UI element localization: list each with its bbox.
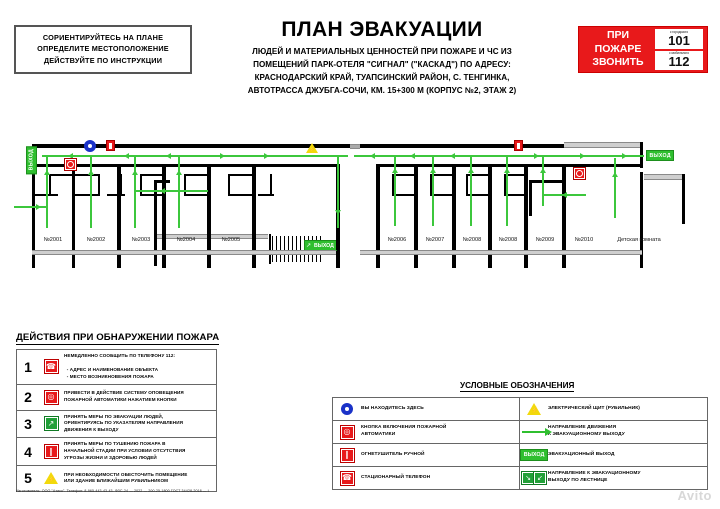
- extinguisher-icon: ❙: [333, 449, 361, 462]
- actions-table: [16, 349, 217, 492]
- wall-bath-3-bottom: [107, 194, 125, 196]
- action-row-2: [17, 385, 216, 411]
- route-arrow-up-2002: [88, 170, 94, 175]
- route-arrow-left-5: [410, 153, 415, 159]
- legend-column-left: [333, 398, 520, 489]
- room-label-2007: №2007: [425, 237, 445, 243]
- action-number-3: 3: [24, 415, 32, 432]
- wall-strip-5: [252, 228, 256, 250]
- route-arrow-left-1: [68, 153, 73, 159]
- extinguisher-icon: ❙: [39, 445, 63, 458]
- subtitle-line-1: ЛЮДЕЙ И МАТЕРИАЛЬНЫХ ЦЕННОСТЕЙ ПРИ ПОЖАРЕ И ЧС ИЗ: [252, 47, 512, 56]
- legend-text-alarm-button: КНОПКА ВКЛЮЧЕНИЯ ПОЖАРНОЙ АВТОМАТИКИ: [361, 425, 447, 437]
- subtitle-line-4: АВТОТРАССА ДЖУБГА-СОЧИ, КМ. 15+300 М (КОРПУС №2, ЭТАЖ 2): [247, 86, 517, 96]
- alarm-button-icon-plan-2: [574, 168, 585, 179]
- action-number-5: 5: [24, 470, 32, 487]
- route-arrow-lobby: [160, 188, 165, 194]
- legend-text-you-are-here: ВЫ НАХОДИТЕСЬ ЗДЕСЬ: [361, 405, 424, 411]
- emergency-number-112: [655, 51, 703, 70]
- legend-row-alarm-button: [333, 421, 519, 444]
- alarm-button-icon-plan-1: [65, 159, 76, 170]
- legend-column-right: [520, 398, 707, 489]
- action-row-4: [17, 438, 216, 466]
- room-label-2002: №2002: [86, 237, 106, 243]
- legend-text-exit: ЭВАКУАЦИОННЫЙ ВЫХОД: [548, 451, 615, 457]
- room-label-2006: №2006: [387, 237, 407, 243]
- wall-bath-1-side: [49, 174, 51, 196]
- title-block: [196, 18, 568, 97]
- route-room-2006: [394, 156, 396, 226]
- number-value-101: 101: [668, 32, 690, 48]
- wall-corridor-top-left: [32, 144, 350, 148]
- page-title: ПЛАН ЭВАКУАЦИИ: [281, 18, 483, 41]
- number-value-112: 112: [668, 54, 690, 70]
- orientation-line-1: СОРИЕНТИРУЙТЕСЬ НА ПЛАНЕ: [42, 33, 164, 42]
- wall-far-right: [682, 174, 685, 224]
- wall-strip-4: [207, 228, 211, 250]
- fire-call-line-3: ЗВОНИТЬ: [592, 56, 644, 69]
- number-caption-landline: с городского: [669, 29, 689, 34]
- room-label-child-room: Детская комната: [617, 237, 661, 243]
- route-arrow-right-4: [580, 153, 585, 159]
- actions-title: ДЕЙСТВИЯ ПРИ ОБНАРУЖЕНИИ ПОЖАРА: [16, 332, 220, 343]
- route-arrow-up-2008b: [504, 168, 510, 173]
- route-arrow-left-2: [124, 153, 129, 159]
- room-label-2009: №2009: [535, 237, 555, 243]
- you-are-here-icon: [333, 403, 361, 415]
- action-text-4: ПРИНЯТЬ МЕРЫ ПО ТУШЕНИЮ ПОЖАРА В НАЧАЛЬНОЙ СТАДИИ ПРИ УСЛОВИИ ОТСУТСТВИЯ УГРОЗЫ ЖИЗНИ И ЗДОРОВЬЮ ЛЮДЕЙ: [64, 441, 186, 461]
- action-row-1: [17, 350, 216, 385]
- exit-sign-left: ВЫХОД: [26, 146, 37, 174]
- action-text-2: ПРИВЕСТИ В ДЕЙСТВИЕ СИСТЕМУ ОПОВЕЩЕНИЯ ПОЖАРНОЙ АВТОМАТИКИ НАЖАТИЕМ КНОПКИ: [64, 390, 184, 403]
- wall-bath-5-bottom: [184, 194, 210, 196]
- fire-call-label: [579, 29, 653, 69]
- route-arrow-right-2: [264, 153, 269, 159]
- route-arrow-2010: [562, 192, 567, 198]
- door-gap-center: [350, 144, 360, 149]
- emergency-number-101: [655, 29, 703, 48]
- action-text-3: ПРИНЯТЬ МЕРЫ ПО ЭВАКУАЦИИ ЛЮДЕЙ, ОРИЕНТИРУЯСЬ ПО УКАЗАТЕЛЯМ НАПРАВЛЕНИЯ ДВИЖЕНИЯ К ВЫХОДУ: [64, 413, 184, 433]
- wall-bath-4-top: [140, 174, 166, 176]
- action-row-3: [17, 411, 216, 439]
- exit-sign-icon: [520, 449, 548, 461]
- wall-bath-2-bottom: [74, 194, 100, 196]
- exit-sign-label: ВЫХОД: [520, 449, 549, 461]
- title-subtitle: [196, 45, 568, 97]
- phone-icon: ☎: [39, 360, 63, 373]
- stair-exit-icon: ↘ ↙: [520, 472, 548, 484]
- exit-stairs-label: ВЫХОД: [314, 242, 334, 249]
- legend-row-phone: [333, 467, 519, 489]
- action-text-5: ПРИ НЕОБХОДИМОСТИ ОБЕСТОЧИТЬ ПОМЕЩЕНИЕ ИЛИ ЗДАНИЕ БЛИЖАЙШИМ РУБИЛЬНИКОМ: [64, 471, 188, 484]
- route-arrow-lobby-west: [36, 204, 41, 210]
- window-right-top: [564, 142, 640, 148]
- route-arrow-child-room: [612, 172, 618, 177]
- legend-text-electric-panel: ЭЛЕКТРИЧЕСКИЙ ЩИТ (РУБИЛЬНИК): [548, 405, 640, 411]
- route-room-2002: [90, 156, 92, 228]
- route-room-2001: [46, 156, 48, 228]
- stair-person-icon: ↗: [306, 243, 312, 249]
- alarm-button-icon: ◎: [333, 426, 361, 439]
- room-label-2008-a: №2008: [462, 237, 482, 243]
- wall-bath-2-side: [98, 174, 100, 196]
- legend-row-extinguisher: [333, 444, 519, 467]
- route-arrow-right-1: [220, 153, 225, 159]
- wall-corridor-bottom-left: [32, 164, 336, 167]
- legend-title: УСЛОВНЫЕ ОБОЗНАЧЕНИЯ: [460, 381, 575, 390]
- manufacturer-footer: Изготовитель: ООО "Атико". Телефон: 8-965-443-43-43. ФЗС-24 — 2022 — 200-25-1800 ГОСТ 34428-2018 — I: [16, 489, 209, 493]
- wall-strip-1: [72, 228, 75, 250]
- route-arrow-up-2001: [44, 170, 50, 175]
- legend-text-phone: СТАЦИОНАРНЫЙ ТЕЛЕФОН: [361, 474, 431, 480]
- wall-bath-12-side: [529, 180, 532, 216]
- route-arrow-right-3: [534, 153, 539, 159]
- legend-text-extinguisher: ОГНЕТУШИТЕЛЬ РУЧНОЙ: [361, 451, 425, 457]
- wall-bath-12-top: [529, 180, 563, 183]
- direction-arrow-icon: [520, 431, 548, 433]
- room-label-2008-b: №2008: [498, 237, 518, 243]
- route-arrow-up-2007: [430, 168, 436, 173]
- wall-strip-3: [162, 228, 166, 250]
- route-arrow-right-5: [622, 153, 627, 159]
- room-label-2005: №2005: [221, 237, 241, 243]
- wall-bath-4-side: [140, 174, 142, 196]
- legend-text-direction: НАПРАВЛЕНИЕ ДВИЖЕНИЯ К ЭВАКУАЦИОННОМУ ВЫХОДУ: [548, 425, 625, 437]
- wall-stairwell-stub: [156, 180, 170, 183]
- wall-bath-6-bottom: [228, 194, 256, 196]
- electric-hazard-icon: [39, 472, 63, 484]
- room-label-2004: №2004: [176, 237, 196, 243]
- extinguisher-icon-plan-1: [106, 140, 115, 151]
- route-child-room: [614, 158, 616, 218]
- window-right-side: [644, 174, 684, 180]
- wall-bath-7-side: [270, 174, 272, 196]
- action-text-1: НЕМЕДЛЕННО СООБЩИТЬ ПО ТЕЛЕФОНУ 112: - АДРЕС И НАИМЕНОВАНИЕ ОБЪЕКТА - МЕСТО ВОЗНИКНОВЕНИЯ ПОЖАРА: [64, 353, 176, 379]
- wall-bath-5-side: [184, 174, 186, 196]
- room-label-strip: [14, 228, 706, 262]
- route-arrow-up-2004: [176, 170, 182, 175]
- fire-call-banner: [578, 26, 708, 73]
- legend-row-stair-exit: [520, 467, 707, 489]
- emergency-numbers: [653, 29, 703, 70]
- legend-row-you-are-here: [333, 398, 519, 421]
- route-corridor-left: [42, 155, 348, 157]
- route-arrow-down-stairs: [335, 210, 341, 215]
- action-number-4: 4: [24, 443, 32, 460]
- wall-bath-1-top: [49, 174, 73, 176]
- route-arrow-left-4: [370, 153, 375, 159]
- electric-hazard-icon: [520, 403, 548, 415]
- phone-icon: ☎: [333, 472, 361, 485]
- action-number-2: 2: [24, 389, 32, 406]
- route-arrow-left-3: [166, 153, 171, 159]
- orientation-line-3: ДЕЙСТВУЙТЕ ПО ИНСТРУКЦИИ: [43, 55, 163, 65]
- route-room-2009: [542, 156, 544, 206]
- legend-text-stair-exit: НАПРАВЛЕНИЕ К ЭВАКУАЦИОННОМУ ВЫХОДУ ПО ЛЕСТНИЦЕ: [548, 471, 641, 483]
- floor-edge-left: [32, 250, 336, 255]
- route-room-2004: [178, 156, 180, 228]
- exit-sign-right: ВЫХОД: [646, 150, 674, 161]
- running-man-icon: ↗: [39, 417, 63, 430]
- wall-bath-6-top: [228, 174, 256, 176]
- route-lobby-west: [14, 206, 48, 208]
- route-lobby-vert: [134, 156, 136, 192]
- subtitle-line-2: ПОМЕЩЕНИЙ ПАРК-ОТЕЛЯ "СИГНАЛ" ("КАСКАД") ПО АДРЕСУ:: [253, 60, 511, 70]
- legend-row-exit: [520, 444, 707, 467]
- number-caption-mobile: с мобильного: [669, 51, 689, 55]
- fire-call-line-2: ПОЖАРЕ: [594, 42, 642, 55]
- route-arrow-left-6: [450, 153, 455, 159]
- wall-strip-6: [336, 228, 340, 250]
- route-corridor-right: [354, 155, 644, 157]
- wall-bath-5-top: [184, 174, 210, 176]
- action-number-1: 1: [24, 358, 32, 375]
- room-label-2003: №2003: [131, 237, 151, 243]
- action-row-5: [17, 466, 216, 491]
- electric-hazard-icon-plan: [306, 143, 318, 153]
- floor-edge-right: [360, 250, 642, 255]
- route-room-2008b: [506, 156, 508, 226]
- subtitle-line-3: КРАСНОДАРСКИЙ КРАЙ, ТУАПСИНСКИЙ РАЙОН, С. ТЕНГИНКА,: [254, 73, 510, 83]
- orientation-instruction-box: [14, 25, 192, 74]
- alarm-button-icon: ◎: [39, 391, 63, 404]
- legend-table: [332, 397, 708, 490]
- watermark: Avito: [677, 488, 712, 503]
- route-lobby-horiz: [134, 190, 208, 192]
- wall-bath-6-side: [228, 174, 230, 196]
- orientation-line-2: ОПРЕДЕЛИТЕ МЕСТОПОЛОЖЕНИЕ: [37, 44, 169, 54]
- you-are-here-icon: [84, 140, 96, 152]
- route-room-2007: [432, 156, 434, 226]
- wall-bath-7-bottom: [258, 194, 274, 196]
- wall-bath-3-side: [120, 174, 122, 196]
- fire-call-line-1: ПРИ: [606, 29, 630, 42]
- wall-bath-10-side: [466, 174, 468, 196]
- legend-row-electric-panel: [520, 398, 707, 421]
- route-arrow-up-2009: [540, 168, 546, 173]
- room-label-2010: №2010: [574, 237, 594, 243]
- route-arrow-up-2008a: [468, 168, 474, 173]
- wall-bath-1-bottom: [32, 194, 58, 196]
- wall-bath-4-bottom: [140, 194, 166, 196]
- wall-strip-2: [117, 228, 121, 250]
- route-room-2008a: [470, 156, 472, 226]
- route-arrow-up-2006: [392, 168, 398, 173]
- extinguisher-icon-plan-2: [514, 140, 523, 151]
- legend-row-direction: [520, 421, 707, 444]
- room-label-2001: №2001: [43, 237, 63, 243]
